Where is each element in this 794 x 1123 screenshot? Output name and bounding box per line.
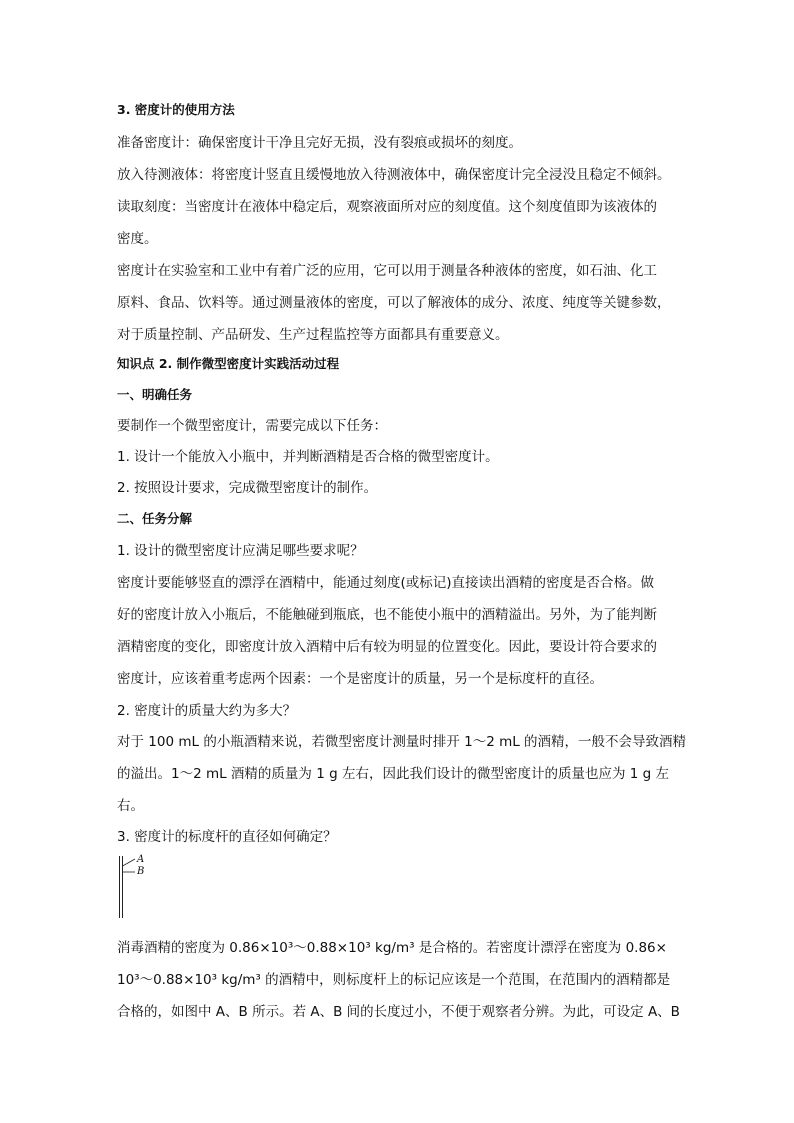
text-line: 2. 密度计的质量大约为多大？ <box>117 703 297 719</box>
text-line: 对于 100 mL 的小瓶酒精来说，若微型密度计测量时排开 1～2 mL 的酒精，一般不会导致酒精 <box>117 734 687 750</box>
text-line: 原料、食品、饮料等。通过测量液体的密度，可以了解液体的成分、浓度、纯度等关键参数， <box>117 295 671 311</box>
text-line: 放入待测液体：将密度计竖直且缓慢地放入待测液体中，确保密度计完全浸没且稳定不倾斜。 <box>117 167 671 183</box>
section-heading: 一、明确任务 <box>117 387 193 402</box>
text-line: 读取刻度：当密度计在液体中稳定后，观察液面所对应的刻度值。这个刻度值即为该液体的 <box>117 199 657 215</box>
mark-a-label: A <box>137 854 145 865</box>
text-line: 密度计在实验室和工业中有着广泛的应用，它可以用于测量各种液体的密度，如石油、化工 <box>117 263 657 279</box>
text-line: 合格的，如图中 A、B 所示。若 A、B 间的长度过小，不便于观察者分辨。为此，可设定 A、B <box>117 1004 680 1020</box>
text-line: 密度计要能够竖直的漂浮在酒精中，能通过刻度(或标记)直接读出酒精的密度是否合格。做 <box>117 575 655 591</box>
text-line: 对于质量控制、产品研发、生产过程监控等方面都具有重要意义。 <box>117 327 509 343</box>
text-line: 1. 设计一个能放入小瓶中，并判断酒精是否合格的微型密度计。 <box>117 449 499 465</box>
text-line: 好的密度计放入小瓶后，不能触碰到瓶底，也不能使小瓶中的酒精溢出。另外，为了能判断 <box>117 607 657 623</box>
text-line: 准备密度计：确保密度计干净且完好无损，没有裂痕或损坏的刻度。 <box>117 135 522 151</box>
hydrometer-figure <box>117 856 157 918</box>
mark-b-label: B <box>137 866 145 877</box>
text-line: 酒精密度的变化，即密度计放入酒精中后有较为明显的位置变化。因此，要设计符合要求的 <box>117 639 657 655</box>
text-line: 的溢出。1～2 mL 酒精的质量为 1 g 左右，因此我们设计的微型密度计的质量也应为 1 g 左 <box>117 766 669 782</box>
text-line: 要制作一个微型密度计，需要完成以下任务： <box>117 418 387 434</box>
text-line: 10³～0.88×10³ kg/m³ 的酒精中，则标度杆上的标记应该是一个范围，在范围内的酒精都是 <box>117 972 671 988</box>
section-heading: 知识点 2. 制作微型密度计实践活动过程 <box>117 356 340 371</box>
text-line: 密度。 <box>117 231 158 247</box>
text-line: 密度计，应该着重考虑两个因素：一个是密度计的质量，另一个是标度杆的直径。 <box>117 671 603 687</box>
section-heading: 3. 密度计的使用方法 <box>117 102 235 117</box>
text-line: 消毒酒精的密度为 0.86×10³～0.88×10³ kg/m³ 是合格的。若密度计漂浮在密度为 0.86× <box>117 940 667 956</box>
text-line: 右。 <box>117 798 144 814</box>
mark-a-leader <box>123 859 136 866</box>
section-heading: 二、任务分解 <box>117 511 193 526</box>
text-line: 3. 密度计的标度杆的直径如何确定？ <box>117 829 337 845</box>
text-line: 2. 按照设计要求，完成微型密度计的制作。 <box>117 480 378 496</box>
text-line: 1. 设计的微型密度计应满足哪些要求呢？ <box>117 543 364 559</box>
